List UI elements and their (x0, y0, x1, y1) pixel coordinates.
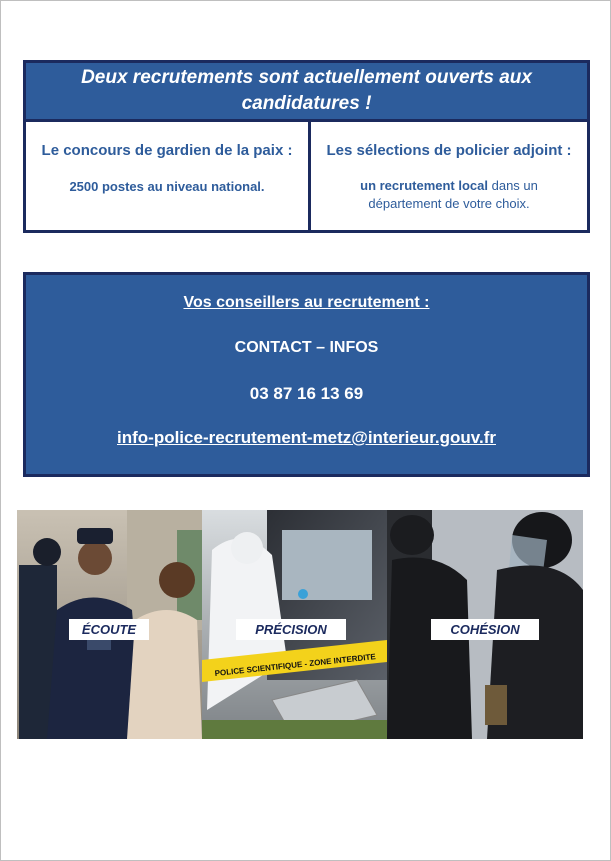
gardien-title: Le concours de gardien de la paix : (41, 142, 293, 159)
tag-cohesion: COHÉSION (431, 619, 539, 640)
recruitment-table (23, 60, 590, 233)
gardien-text: 2500 postes au niveau national. (69, 179, 265, 194)
photo-banner (17, 510, 583, 739)
contact-label: CONTACT – INFOS (234, 339, 379, 356)
contact-phone[interactable]: 03 87 16 13 69 (249, 384, 364, 403)
local-recruitment-rest: dans un département de votre choix. (368, 178, 538, 211)
contact-box (23, 272, 590, 477)
tag-ecoute: ÉCOUTE (69, 619, 149, 640)
local-recruitment-emphasis: un recrutement local (360, 178, 488, 193)
recruitment-heading: Deux recrutements sont actuellement ouverts aux candidatures ! (26, 63, 587, 119)
tag-precision: PRÉCISION (236, 619, 346, 640)
contact-title: Vos conseillers au recrutement : (183, 294, 430, 311)
policier-adjoint-column (311, 122, 587, 230)
gardien-column (26, 122, 308, 230)
contact-email-link[interactable]: info-police-recrutement-metz@interieur.gouv.fr (117, 428, 496, 447)
policier-adjoint-title: Les sélections de policier adjoint : (326, 142, 572, 159)
policier-adjoint-text (311, 177, 587, 213)
tape-text: POLICE SCIENTIFIQUE - ZONE INTERDITE (214, 652, 377, 678)
